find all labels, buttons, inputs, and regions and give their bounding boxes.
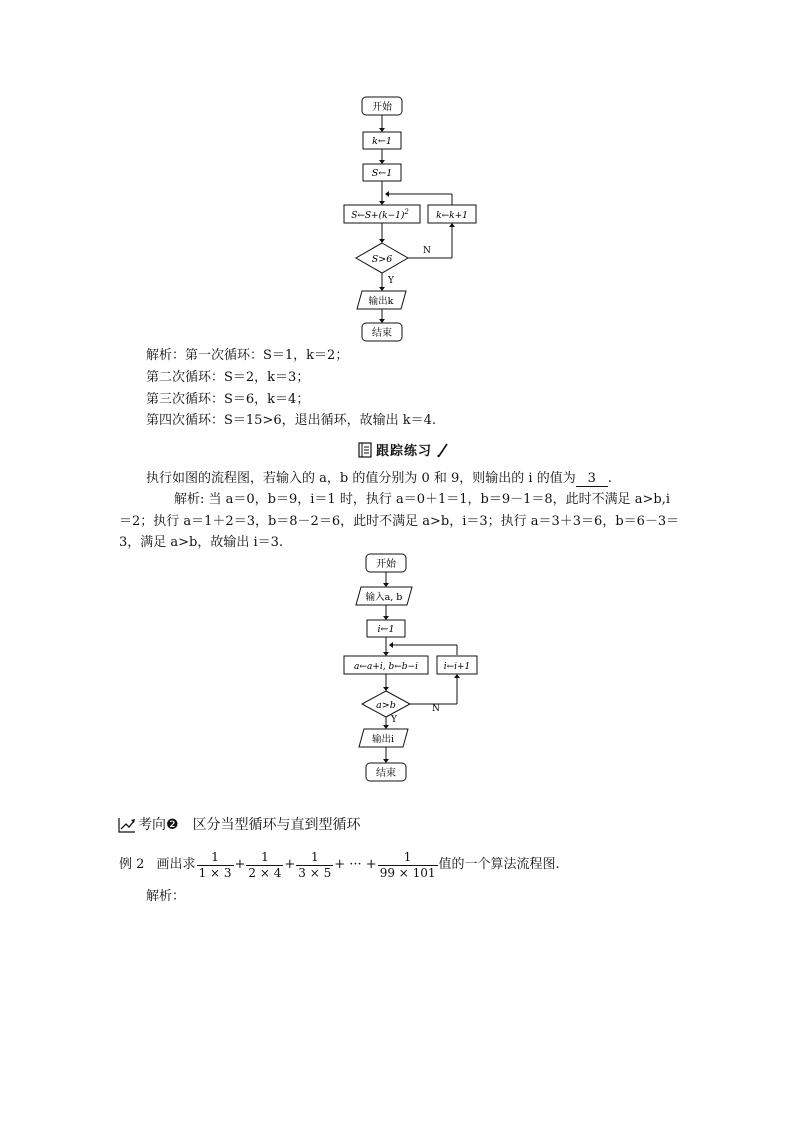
flowchart-2 (330, 548, 490, 788)
svg-text:i←i+1: i←i+1 (443, 662, 471, 672)
analysis1-line1: 解析：第一次循环：S＝1，k＝2； (146, 348, 349, 363)
example2-statement: 例 2 画出求 $\frac{1}{1 \times 3}$ + $\frac{1}{2 \times 4}$ + $\frac{1}{3 \times 5}$ + ··· + $\frac{1}{99 \times 101}$ 值的一个算法流程图. (119, 849, 560, 880)
flowchart-1 (330, 90, 490, 350)
fc1-end-node (362, 323, 402, 341)
svg-text:结束: 结束 (372, 328, 392, 339)
analysis1-line2: 第二次循环：S＝2，k＝3； (146, 370, 310, 385)
example-label: 例 2 (119, 857, 145, 872)
fc2-update-i (437, 656, 477, 674)
fc1-condition (356, 243, 408, 273)
practice-heading-text: 跟踪练习 (376, 444, 433, 459)
practice-analysis-line1: 解析: 当 a＝0，b＝9，i＝1 时，执行 a＝0＋1＝1，b＝9－1＝8，此时不满足 a>b,i (174, 492, 671, 507)
svg-text:a>b: a>b (376, 700, 396, 711)
svg-text:i←1: i←1 (377, 624, 395, 635)
svg-text:S←S+(k−1)2: $S\leftarrow S+(k-1)^2$ (351, 208, 409, 221)
practice-heading (356, 440, 450, 459)
svg-text:a←a+i, b←b−i: a←a+i, b←b−i (354, 662, 418, 672)
section2-heading: 考向 ❷ 区分当型循环与直到型循环 (118, 816, 361, 834)
fc2-output (359, 729, 408, 747)
svg-text:S←1: S←1 (371, 168, 393, 179)
fraction-4: $\frac{1}{99 \times 101}$ (379, 849, 436, 880)
fc2-no-label: N (432, 704, 440, 714)
fc1-init-k (363, 132, 401, 149)
section2-title: 区分当型循环与直到型循环 (192, 817, 361, 833)
fc1-start-node (362, 97, 402, 115)
trend-chart-icon (118, 817, 136, 833)
fc1-init-s (363, 164, 401, 181)
analysis1-line3: 第三次循环：S＝6，k＝4； (146, 392, 310, 407)
section-number: ❷ (166, 817, 179, 833)
fc2-condition (362, 691, 410, 717)
fc2-input (356, 587, 412, 605)
practice-question: 执行如图的流程图，若输入的 a，b 的值分别为 0 和 9，则输出的 i 的值为 3 . (146, 471, 612, 486)
svg-text:输出i: 输出i (371, 734, 395, 745)
pen-icon (436, 442, 450, 458)
svg-text:开始: 开始 (372, 102, 392, 113)
svg-text:k←1: k←1 (372, 136, 392, 147)
fraction-2: $\frac{1}{2 \times 4}$ (248, 849, 282, 880)
practice-analysis-line2: ＝2；执行 a＝1＋2＝3，b＝8－2＝6，此时不满足 a>b，i＝3；执行 a＝3＋3＝6，b＝6－3＝ (119, 514, 680, 529)
fraction-3: $\frac{1}{3 \times 5}$ (298, 849, 332, 880)
svg-text:结束: 结束 (376, 768, 396, 779)
fc1-no-label: N (423, 246, 431, 256)
analysis1-line4: 第四次循环：S＝15>6，退出循环，故输出 k＝4. (146, 413, 437, 428)
fc1-update-s (344, 205, 420, 223)
fc2-init-i (367, 620, 405, 637)
svg-text:开始: 开始 (376, 559, 396, 570)
fc1-output (357, 291, 406, 309)
fc1-update-k (428, 205, 476, 223)
svg-text:S>6: S>6 (371, 254, 393, 265)
fc2-yes-label: Y (391, 715, 397, 725)
fc2-update-ab (344, 656, 428, 674)
fraction-1: $\frac{1}{1 \times 3}$ (198, 849, 232, 880)
practice-analysis-line3: 3，满足 a>b，故输出 i＝3. (119, 535, 284, 550)
answer-blank: 3 (576, 471, 608, 487)
svg-text:输入a, b: 输入a, b (365, 592, 403, 603)
example2-analysis: 解析： (146, 889, 186, 904)
fc1-yes-label: Y (388, 276, 394, 286)
fc2-start-node (366, 554, 406, 572)
fc2-end-node (366, 763, 406, 781)
svg-text:k←k+1: k←k+1 (436, 211, 468, 221)
svg-text:输出k: 输出k (368, 296, 394, 307)
notebook-icon (356, 441, 374, 459)
